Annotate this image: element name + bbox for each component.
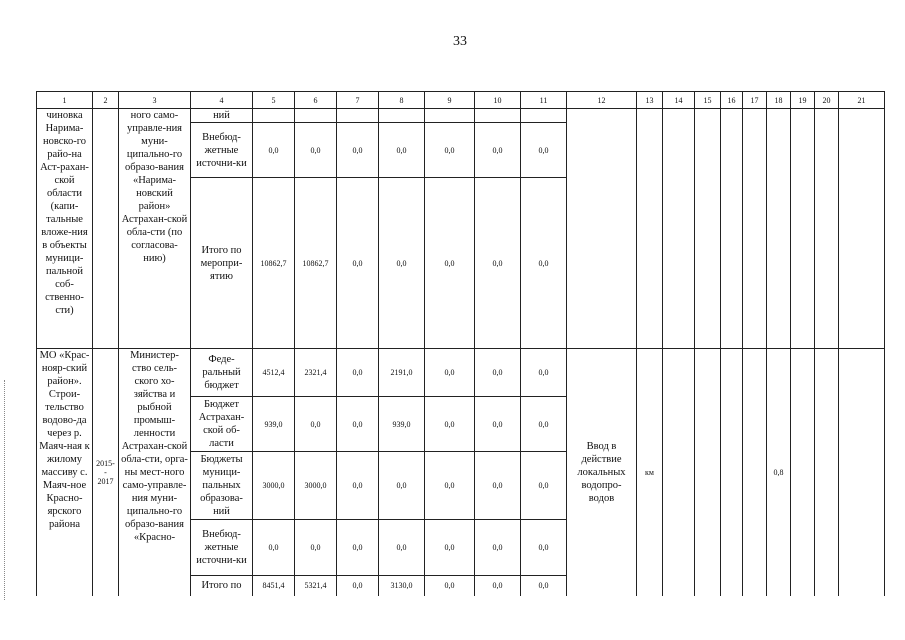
value-cell: 0,0: [337, 397, 379, 452]
program-table: [36, 91, 885, 596]
header-row: [37, 92, 885, 109]
value-cell: 2321,4: [295, 349, 337, 397]
value-cell: 10862,7: [295, 178, 337, 349]
funding-source-cell: ний: [191, 109, 253, 123]
header-cell: 7: [337, 92, 379, 109]
value-cell: 5321,4: [295, 576, 337, 596]
header-cell: 8: [379, 92, 425, 109]
value-cell: 0,0: [337, 178, 379, 349]
year-cell: [815, 109, 839, 349]
period-cell: 2015- - 2017: [93, 349, 119, 596]
year-cell: [839, 349, 885, 596]
year-cell: [767, 109, 791, 349]
value-cell: [521, 109, 567, 123]
header-cell: 19: [791, 92, 815, 109]
value-cell: 0,0: [337, 576, 379, 596]
year-cell: [743, 349, 767, 596]
executor-cell: Министер-ство сель-ского хо-зяйства и рыбной промыш-ленности Астрахан-ской обла-сти, орга-ны мест-ного само-управле-ния муни-ципально-го образо-вания «Красно-: [119, 349, 191, 596]
value-cell: 0,0: [253, 123, 295, 178]
year-cell: [721, 109, 743, 349]
object-name-cell: МО «Крас-нояр-ский район». Строи-тельство водово-да через р. Маяч-ная к жилому массиву с. Маяч-ное Красно-ярского района: [37, 349, 93, 596]
header-cell: 11: [521, 92, 567, 109]
value-cell: 0,0: [295, 123, 337, 178]
value-cell: [295, 109, 337, 123]
funding-source-cell: Внебюд-жетные источни-ки: [191, 123, 253, 178]
indicator-cell: Ввод в действие локальных водопро-водов: [567, 349, 637, 596]
value-cell: [253, 109, 295, 123]
value-cell: 0,0: [253, 520, 295, 576]
header-cell: 12: [567, 92, 637, 109]
margin-scan-marks: [4, 380, 9, 600]
value-cell: 3000,0: [295, 452, 337, 520]
funding-source-cell: Бюджет Астрахан-ской об-ласти: [191, 397, 253, 452]
executor-cell: ного само-управле-ния муни-ципально-го образо-вания «Нарима-новский район» Астрахан-ской обла-сти (по согласова-нию): [119, 109, 191, 349]
year-cell: [839, 109, 885, 349]
value-cell: 0,0: [425, 397, 475, 452]
value-cell: [475, 109, 521, 123]
value-cell: 0,0: [475, 349, 521, 397]
header-cell: 6: [295, 92, 337, 109]
value-cell: 0,0: [475, 178, 521, 349]
year-cell: [815, 349, 839, 596]
value-cell: 0,0: [521, 452, 567, 520]
value-cell: 0,0: [425, 349, 475, 397]
value-cell: 0,0: [425, 576, 475, 596]
unit-cell: км: [637, 349, 663, 596]
value-cell: 0,0: [337, 452, 379, 520]
value-cell: 8451,4: [253, 576, 295, 596]
target-value-cell: 0,8: [767, 349, 791, 596]
funding-source-cell: Внебюд-жетные источни-ки: [191, 520, 253, 576]
value-cell: 0,0: [425, 452, 475, 520]
header-cell: 10: [475, 92, 521, 109]
value-cell: 0,0: [521, 576, 567, 596]
value-cell: 0,0: [425, 520, 475, 576]
value-cell: 939,0: [379, 397, 425, 452]
year-cell: [663, 349, 695, 596]
header-cell: 18: [767, 92, 791, 109]
period-cell: [93, 109, 119, 349]
value-cell: 0,0: [475, 520, 521, 576]
value-cell: 2191,0: [379, 349, 425, 397]
header-cell: 5: [253, 92, 295, 109]
header-cell: 3: [119, 92, 191, 109]
header-cell: 13: [637, 92, 663, 109]
value-cell: [337, 109, 379, 123]
value-cell: 0,0: [337, 349, 379, 397]
value-cell: 0,0: [475, 576, 521, 596]
value-cell: 0,0: [475, 123, 521, 178]
year-cell: [721, 349, 743, 596]
value-cell: 0,0: [379, 123, 425, 178]
value-cell: 3000,0: [253, 452, 295, 520]
header-cell: 15: [695, 92, 721, 109]
value-cell: 0,0: [425, 178, 475, 349]
value-cell: 0,0: [425, 123, 475, 178]
value-cell: 0,0: [379, 178, 425, 349]
header-cell: 17: [743, 92, 767, 109]
object-name-cell: чиновка Нарима-новско-го райо-на Аст-рахан-ской области (капи-тальные вложе-ния в объекты муници-пальной соб-ственно-сти): [37, 109, 93, 349]
year-cell: [695, 349, 721, 596]
value-cell: 0,0: [521, 349, 567, 397]
year-cell: [663, 109, 695, 349]
value-cell: 4512,4: [253, 349, 295, 397]
year-cell: [791, 109, 815, 349]
value-cell: 0,0: [337, 123, 379, 178]
header-cell: 2: [93, 92, 119, 109]
value-cell: 0,0: [521, 178, 567, 349]
header-cell: 9: [425, 92, 475, 109]
value-cell: 0,0: [521, 397, 567, 452]
value-cell: [425, 109, 475, 123]
page-number: 33: [453, 34, 467, 49]
value-cell: 939,0: [253, 397, 295, 452]
funding-source-cell: Итого по меропри-ятию: [191, 178, 253, 349]
table-row: [37, 349, 885, 397]
value-cell: 10862,7: [253, 178, 295, 349]
funding-source-cell: Итого по: [191, 576, 253, 596]
table-row: [37, 109, 885, 123]
value-cell: 0,0: [521, 123, 567, 178]
value-cell: 0,0: [295, 520, 337, 576]
year-cell: [695, 109, 721, 349]
header-cell: 21: [839, 92, 885, 109]
header-cell: 16: [721, 92, 743, 109]
funding-source-cell: Бюджеты муници-пальных образова-ний: [191, 452, 253, 520]
value-cell: 0,0: [521, 520, 567, 576]
header-cell: 1: [37, 92, 93, 109]
value-cell: 0,0: [337, 520, 379, 576]
value-cell: 0,0: [475, 397, 521, 452]
value-cell: 0,0: [379, 520, 425, 576]
value-cell: 0,0: [379, 452, 425, 520]
header-cell: 20: [815, 92, 839, 109]
year-cell: [743, 109, 767, 349]
value-cell: 0,0: [475, 452, 521, 520]
unit-cell: [637, 109, 663, 349]
year-cell: [791, 349, 815, 596]
indicator-cell: [567, 109, 637, 349]
header-cell: 14: [663, 92, 695, 109]
funding-source-cell: Феде-ральный бюджет: [191, 349, 253, 397]
value-cell: 3130,0: [379, 576, 425, 596]
value-cell: [379, 109, 425, 123]
value-cell: 0,0: [295, 397, 337, 452]
header-cell: 4: [191, 92, 253, 109]
